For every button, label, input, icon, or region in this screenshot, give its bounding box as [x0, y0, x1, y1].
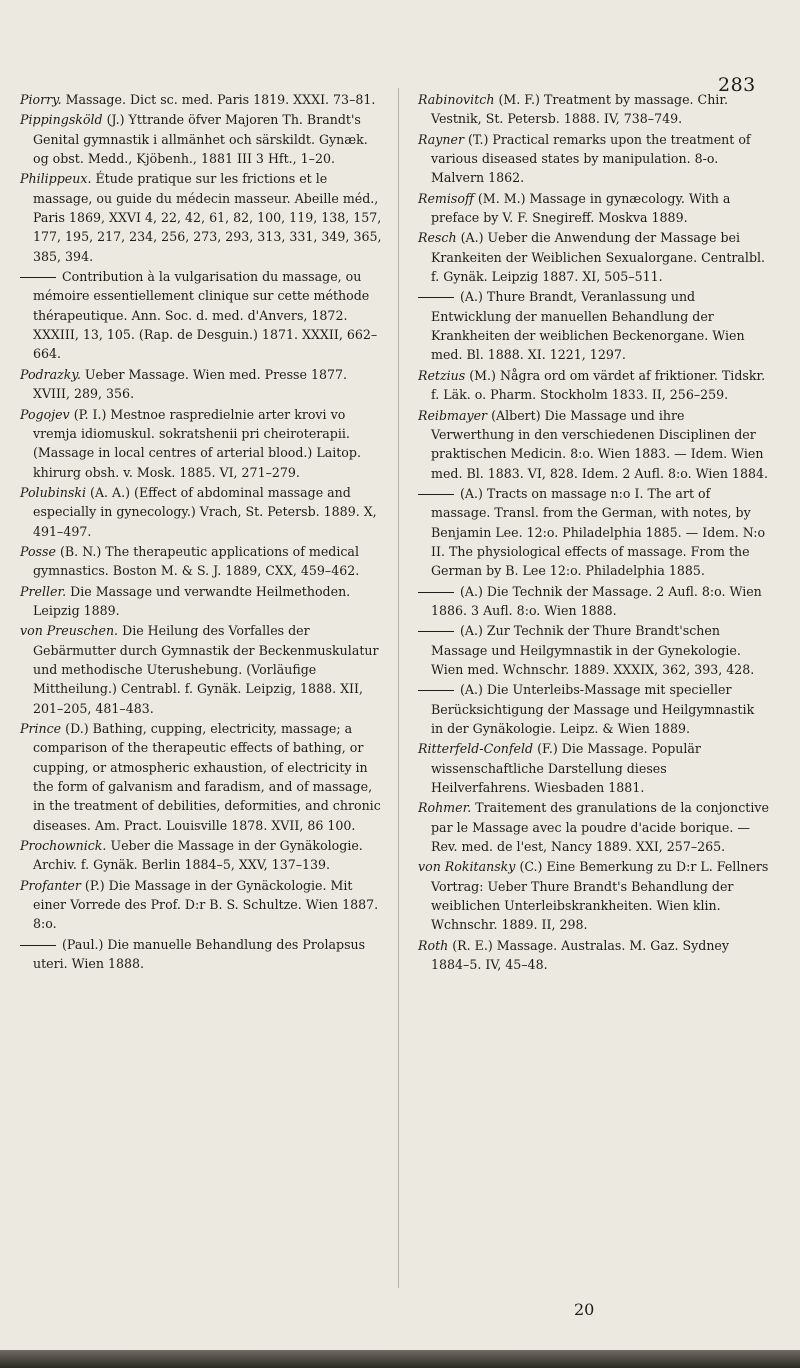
bibliography-entry: [418, 366, 770, 405]
ditto-dash: [418, 592, 454, 593]
ditto-dash: [20, 277, 56, 278]
entry-author: Polubinski: [20, 484, 87, 500]
entry-text: (A. A.) (Effect of abdominal massage and especially in gynecology.) Vrach, St. Petersb. 1889. X, 491–497.: [33, 484, 377, 539]
entry-text: Die Massage und verwandte Heilmethoden. Leipzig 1889.: [33, 583, 351, 618]
entry-text: (M.) Några ord om värdet af friktioner. Tidskr. f. Läk. o. Pharm. Stockholm 1833. II, 256–259.: [431, 367, 766, 403]
entry-author: Rayner: [418, 131, 464, 147]
entry-text: (Albert) Die Massage und ihre Verwerthung in den verschiedenen Disciplinen der praktischen Medicin. 8:o. Wien 1883. — Idem. Wien med. Bl. 1883. VI, 828. Idem. 2 Aufl. 8:o. Wien 1884.: [431, 407, 768, 481]
bibliography-entry: [418, 857, 770, 934]
ditto-dash: [418, 297, 454, 298]
entry-author: Remisoff: [418, 190, 474, 206]
entry-text: (T.) Practical remarks upon the treatment of various diseased states by manipulation. 8-o. Malvern 1862.: [431, 131, 751, 186]
entry-author: Reibmayer: [418, 407, 488, 423]
entry-author: Prochownick.: [20, 838, 107, 854]
bibliography-entry: [20, 90, 383, 109]
entry-text: (A.) Tracts on massage n:o I. The art of massage. Transl. from the German, with notes, by Benjamin Lee. 12:o. Philadelphia 1885. — Idem. N:o II. The physiological effects of massage. From the German by B. Lee 12:o. Philadelphia 1885.: [431, 485, 766, 579]
bibliography-entry: [20, 110, 383, 168]
entry-text: Die Heilung des Vorfalles der Gebärmutter durch Gymnastik der Beckenmuskulatur und methodische Uterushebung. (Vorläufige Mittheilung.) Centrabl. f. Gynäk. Leipzig, 1888. XII, 201–205, 481–483.: [33, 623, 379, 716]
bibliography-entry: [20, 876, 383, 934]
entry-author: Rabinovitch: [418, 92, 495, 107]
entry-text: Étude pratique sur les frictions et le massage, ou guide du médecin masseur. Abeille méd., Paris 1869, XXVI 4, 22, 42, 61, 82, 100, 119, 138, 157, 177, 195, 217, 234, 256, 273, 293, 313, 331, 349, 365, 385, 394.: [33, 171, 382, 264]
bibliography-entry: [418, 189, 770, 228]
bibliography-entry: [418, 798, 770, 856]
bibliography-entry: [418, 739, 770, 797]
left-column: [20, 90, 383, 974]
entry-text: (B. N.) The therapeutic applications of medical gymnastics. Boston M. & S. J. 1889, CXX, 459–462.: [33, 543, 360, 579]
entry-text: (A.) Die Unterleibs-Massage mit specieller Berücksichtigung der Massage und Heilgymnastik in der Gynäkologie. Leipz. & Wien 1889.: [431, 682, 755, 736]
entry-author: Rohmer.: [418, 800, 472, 816]
ditto-dash: [418, 631, 454, 632]
scan-edge: [0, 1350, 800, 1368]
bibliography-entry: [418, 484, 770, 581]
entry-text: (A.) Ueber die Anwendung der Massage bei Krankeiten der Weiblichen Sexualorgane. Centralbl. f. Gynäk. Leipzig 1887. XI, 505–511.: [431, 230, 766, 285]
entry-text: Ueber Massage. Wien med. Presse 1877. XVIII, 289, 356.: [33, 366, 348, 402]
right-column: [418, 90, 770, 975]
entry-text: Ueber die Massage in der Gynäkologie. Archiv. f. Gynäk. Berlin 1884–5, XXV, 137–139.: [33, 838, 363, 873]
entry-author: von Preuschen.: [20, 623, 119, 639]
entry-text: (A.) Die Technik der Massage. 2 Aufl. 8:o. Wien 1886. 3 Aufl. 8:o. Wien 1888.: [431, 583, 762, 618]
entry-text: (A.) Zur Technik der Thure Brandt'schen Massage und Heilgymnastik in der Gynekologie. Wien med. Wchnschr. 1889. XXXIX, 362, 393, 428.: [431, 623, 755, 677]
bibliography-entry: [20, 267, 383, 364]
entry-author: von Rokitansky: [418, 859, 516, 875]
entry-author: Roth: [418, 937, 449, 953]
bibliography-entry: [20, 621, 383, 718]
entry-text: Massage. Dict sc. med. Paris 1819. XXXI. 73–81.: [65, 92, 376, 107]
bibliography-entry: [20, 836, 383, 875]
entry-author: Resch: [418, 230, 457, 246]
entry-author: Preller.: [20, 583, 67, 599]
bibliography-entry: [418, 287, 770, 364]
entry-text: Traitement des granulations de la conjonctive par le Massage avec la poudre d'acide borique. — Rev. med. de l'est, Nancy 1889. XXI, 257–265.: [431, 800, 769, 855]
bibliography-entry: [20, 365, 383, 404]
bibliography-entry: [20, 542, 383, 581]
entry-text: (C.) Eine Bemerkung zu D:r L. Fellners Vortrag: Ueber Thure Brandt's Behandlung der weiblichen Unterleibskrankheiten. Wien klin. Wchnschr. 1889. II, 298.: [431, 859, 769, 933]
bibliography-entry: [20, 582, 383, 621]
bibliography-entry: [20, 405, 383, 482]
entry-author: Philippeux.: [20, 171, 92, 187]
bibliography-entry: [20, 935, 383, 974]
footer-signature-number: 20: [574, 1300, 595, 1319]
entry-author: Pogojev: [20, 406, 70, 422]
entry-text: (J.) Yttrande öfver Majoren Th. Brandt's Genital gymnastik i allmänhet och särskildt. Gynæk. og obst. Medd., Kjöbenh., 1881 III 3 Hft., 1–20.: [33, 112, 368, 167]
bibliography-entry: [20, 169, 383, 266]
entry-text: Contribution à la vulgarisation du massage, ou mémoire essentiellement clinique sur cette méthode thérapeutique. Ann. Soc. d. med. d'Anvers, 1872. XXXIII, 13, 105. (Rap. de Desguin.) 1871. XXXII, 662–664.: [33, 269, 378, 362]
page-number: 283: [718, 74, 756, 96]
entry-text: (A.) Thure Brandt, Veranlassung und Entwicklung der manuellen Behandlung der Krankheiten der weiblichen Beckenorgane. Wien med. Bl. 1888. XI. 1221, 1297.: [431, 289, 745, 363]
bibliography-entry: [418, 130, 770, 188]
entry-author: Profanter: [20, 877, 81, 893]
entry-text: (P.) Die Massage in der Gynäckologie. Mit einer Vorrede des Prof. D:r B. S. Schultze. Wien 1887. 8:o.: [33, 877, 379, 932]
entry-author: Posse: [20, 543, 56, 559]
entry-text: (F.) Die Massage. Populär wissenschaftliche Darstellung dieses Heilverfahrens. Wiesbaden 1881.: [431, 741, 701, 796]
column-divider: [398, 88, 399, 1288]
ditto-dash: [418, 690, 454, 691]
entry-text: (Paul.) Die manuelle Behandlung des Prolapsus uteri. Wien 1888.: [33, 936, 366, 972]
bibliography-entry: [418, 680, 770, 738]
entry-author: Piorry.: [20, 92, 62, 107]
bibliography-entry: [418, 90, 770, 129]
bibliography-entry: [418, 936, 770, 975]
bibliography-entry: [418, 621, 770, 679]
entry-author: Prince: [20, 721, 62, 736]
entry-text: (M. F.) Treatment by massage. Chir. Vestnik, St. Petersb. 1888. IV, 738–749.: [431, 92, 728, 127]
bibliography-entry: [418, 228, 770, 286]
ditto-dash: [418, 494, 454, 495]
bibliography-entry: [418, 582, 770, 621]
entry-text: (D.) Bathing, cupping, electricity, massage; a comparison of the therapeutic effects of bathing, or cupping, or atmospheric exhaustion, of electricity in the form of galvanism and faradism, and of massage, in the treatment of debilities, deformities, and chronic diseases. Am. Pract. Louisville 1878. XVII, 86 100.: [33, 721, 381, 833]
ditto-dash: [20, 945, 56, 946]
entry-text: (P. I.) Mestnoe raspredielnie arter krovi vo vremja idiomuskul. sokratshenii pri cheiroterapii. (Massage in local centres of arterial blood.) Laitop. khirurg obsh. v. Mosk. 1885. VI, 271–279.: [33, 406, 361, 480]
entry-author: Pippingsköld: [20, 112, 103, 128]
entry-text: (R. E.) Massage. Australas. M. Gaz. Sydney 1884–5. IV, 45–48.: [431, 937, 729, 973]
bibliography-entry: [20, 719, 383, 835]
entry-author: Podrazky.: [20, 366, 81, 382]
entry-text: (M. M.) Massage in gynæcology. With a preface by V. F. Snegireff. Moskva 1889.: [431, 190, 731, 226]
entry-author: Ritterfeld-Confeld: [418, 741, 534, 757]
bibliography-entry: [418, 406, 770, 483]
bibliography-entry: [20, 483, 383, 541]
entry-author: Retzius: [418, 367, 466, 383]
